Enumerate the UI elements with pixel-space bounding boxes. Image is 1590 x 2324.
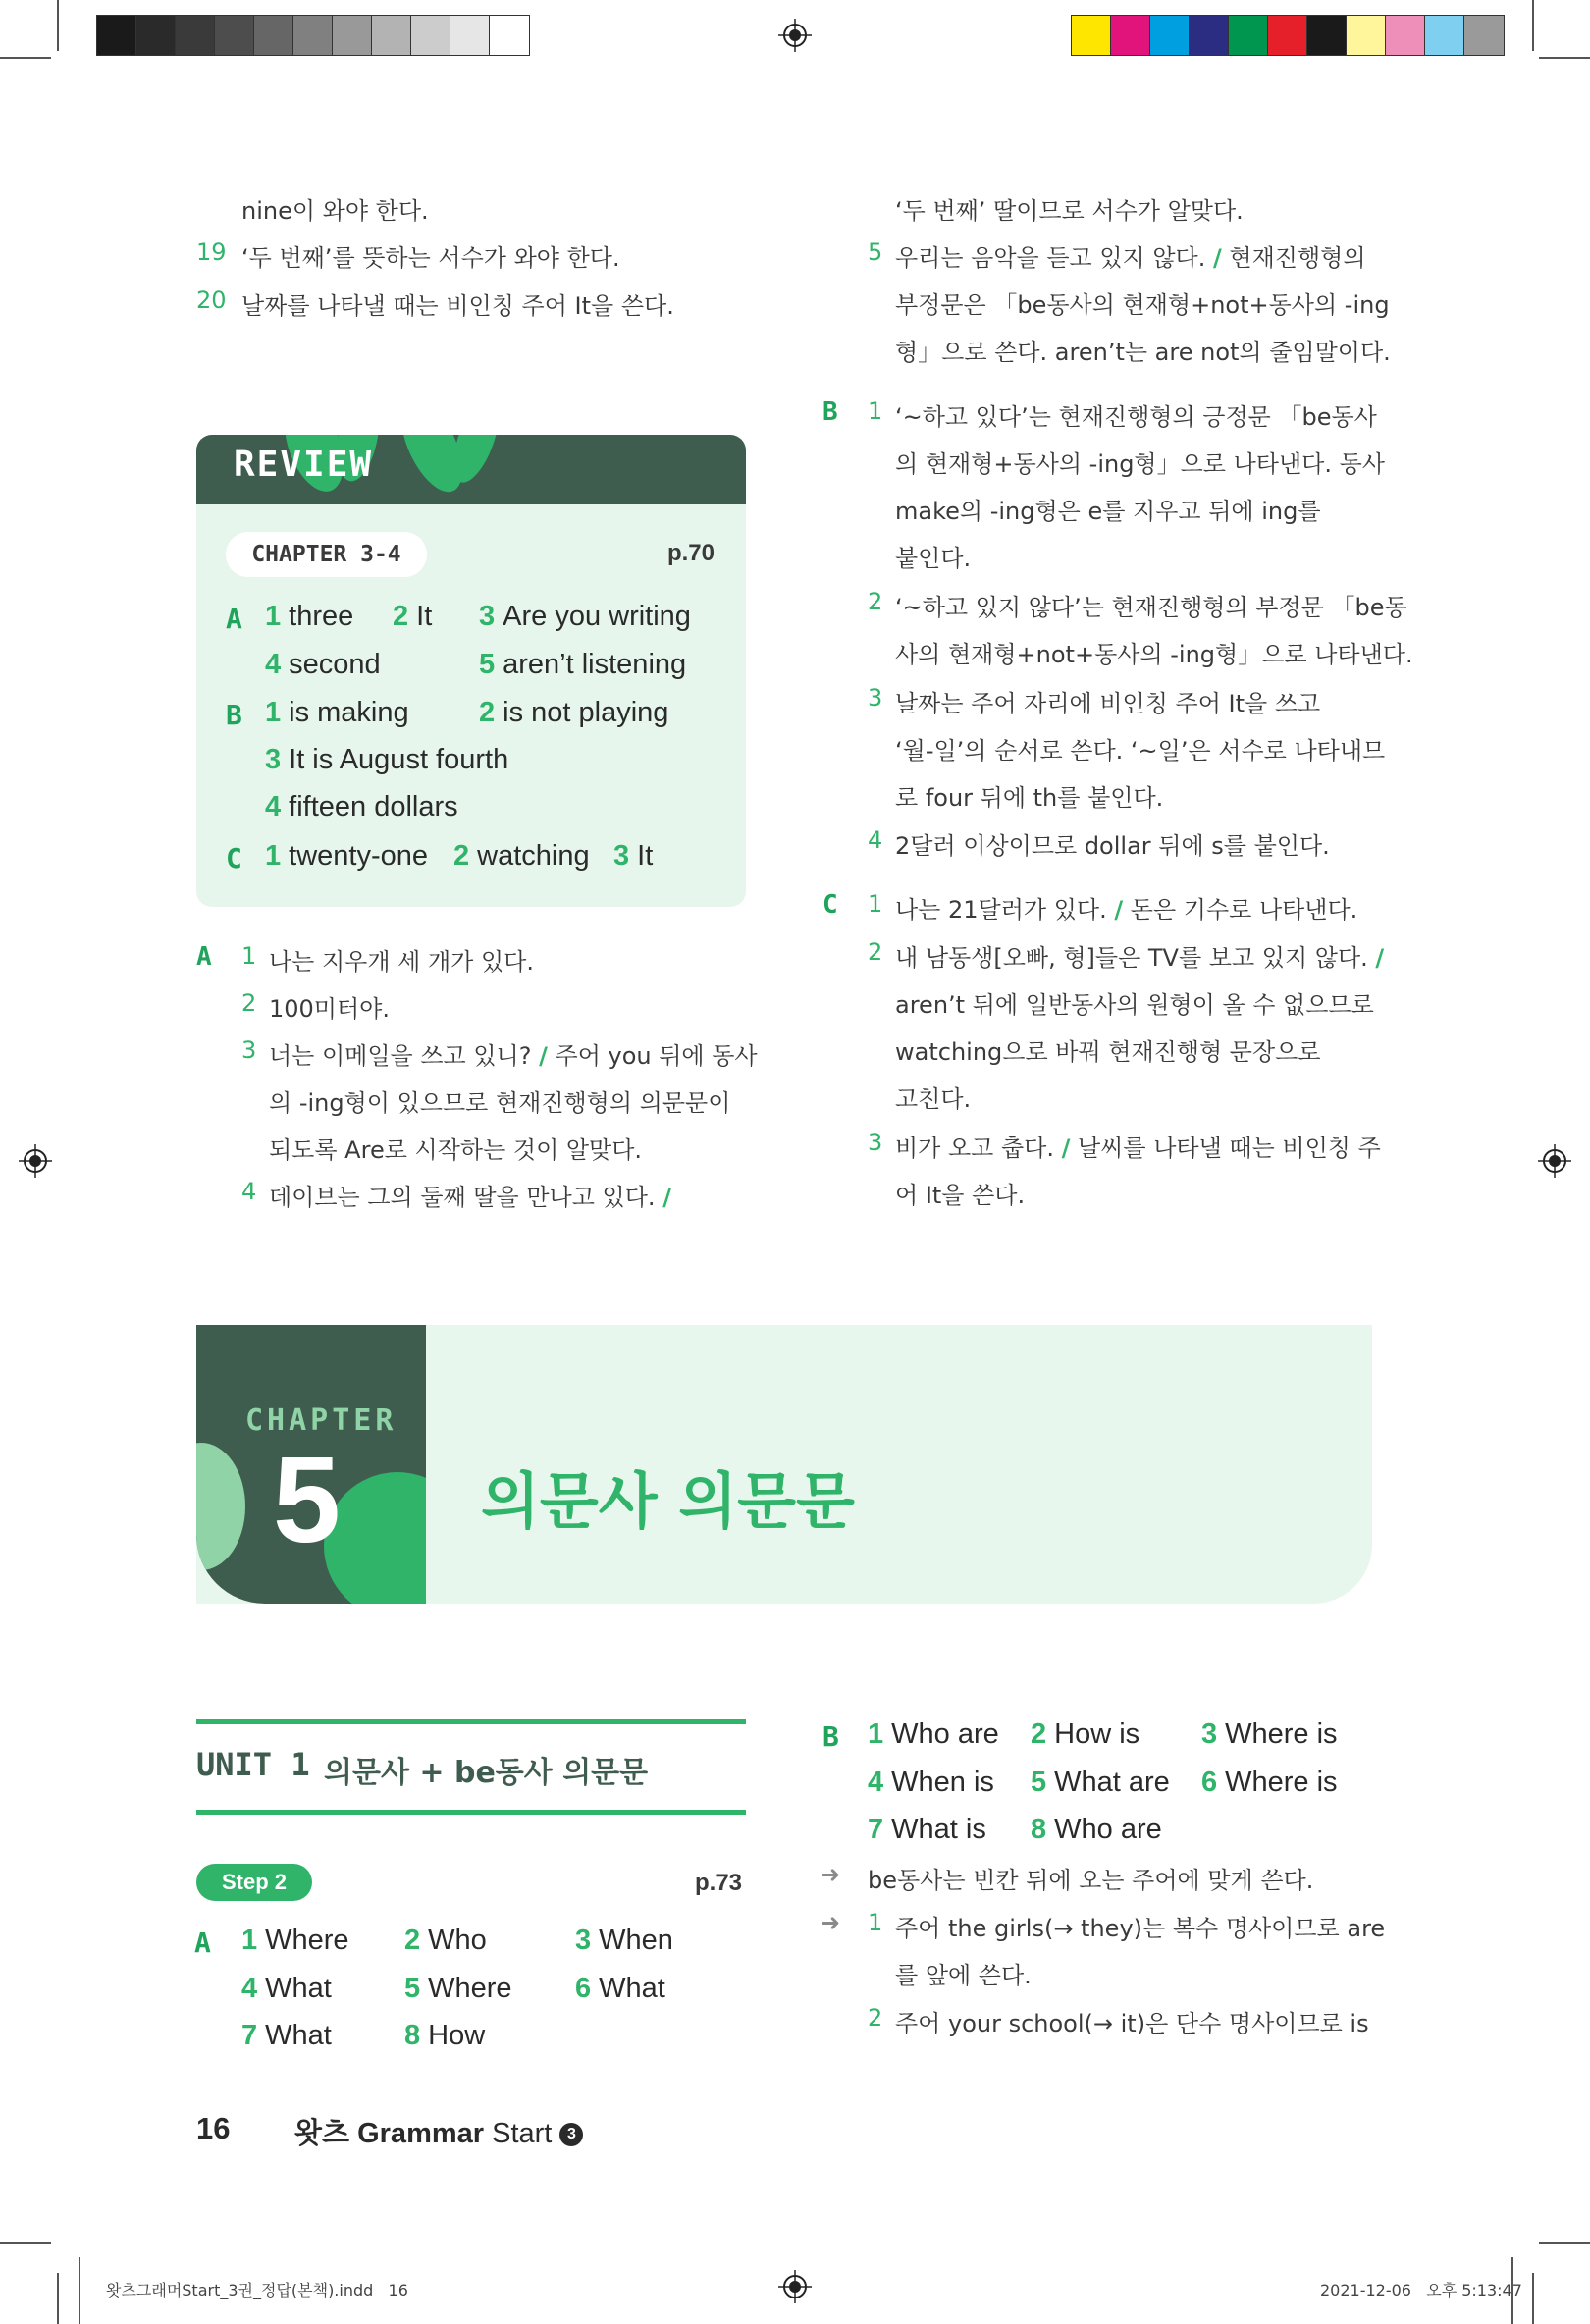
item-number: 1	[868, 397, 883, 425]
color-swatch	[1150, 16, 1190, 55]
explanation-line: 고친다.	[895, 1085, 972, 1113]
unit-answer: 8 Who are	[1031, 1814, 1162, 1845]
review-answer: 2 watching	[453, 840, 590, 872]
item-number: 1	[868, 890, 883, 918]
unit-divider-bottom	[196, 1810, 746, 1815]
page-number: 16	[196, 2111, 231, 2145]
color-swatch	[450, 16, 490, 55]
explanation-line: 비가 오고 춥다. / 날씨를 나타낼 때는 비인칭 주	[895, 1135, 1381, 1162]
explanation-line: ‘월-일’의 순서로 쓴다. ‘~일’은 서수로 나타내므	[895, 737, 1386, 765]
section-label-c: C	[226, 842, 242, 874]
unit-answer: 3 When	[575, 1925, 673, 1956]
explanation-line: 를 앞에 쓴다.	[895, 1962, 1032, 1989]
color-swatch	[1347, 16, 1386, 55]
unit-answer: 7 What is	[868, 1814, 986, 1845]
review-title: REVIEW	[234, 445, 374, 485]
item-number: 2	[868, 588, 883, 615]
review-answer: 3 It is August fourth	[265, 744, 509, 775]
explanation-line: 의 현재형+동사의 -ing형」으로 나타낸다. 동사	[895, 450, 1385, 478]
section-label-c: C	[822, 890, 838, 920]
volume-badge: 3	[559, 2123, 583, 2146]
color-swatch	[1425, 16, 1464, 55]
review-answer: 1 is making	[265, 697, 409, 728]
color-swatch	[254, 16, 293, 55]
review-page-ref: p.70	[666, 540, 715, 566]
unit-page-ref: p.73	[695, 1870, 743, 1896]
explanation-line: 100미터야.	[269, 995, 390, 1023]
color-swatch	[1190, 16, 1229, 55]
explanation-line: 날짜를 나타낼 때는 비인칭 주어 It을 쓴다.	[241, 292, 674, 320]
section-label-a: A	[194, 1927, 211, 1959]
explanation-line: ‘~하고 있지 않다’는 현재진행형의 부정문 「be동	[895, 594, 1407, 621]
arrow-icon: ➜	[821, 1909, 841, 1936]
unit-answer: 6 Where is	[1201, 1767, 1338, 1798]
unit-answer: 1 Who are	[868, 1718, 999, 1750]
item-number: 20	[196, 287, 227, 314]
unit-answer: 4 What	[241, 1973, 332, 2004]
explanation-line: 2달러 이상이므로 dollar 뒤에 s를 붙인다.	[895, 832, 1330, 860]
right-column-explanations	[822, 191, 1413, 1212]
item-number: 4	[241, 1178, 257, 1205]
registration-mark-icon	[19, 1144, 52, 1178]
review-answer: 2 is not playing	[479, 697, 669, 728]
explanation-line: make의 -ing형은 e를 지우고 뒤에 ing를	[895, 498, 1321, 525]
color-swatch	[1111, 16, 1150, 55]
explanation-line: nine이 와야 한다.	[241, 197, 429, 225]
explanation-line: 나는 지우개 세 개가 있다.	[269, 948, 534, 976]
color-swatch	[333, 16, 372, 55]
color-swatch	[215, 16, 254, 55]
review-answer: 1 twenty-one	[265, 840, 428, 872]
review-answer: 3 It	[613, 840, 654, 872]
item-number: 1	[868, 1909, 883, 1936]
item-number: 2	[241, 989, 257, 1017]
unit-answer: 6 What	[575, 1973, 665, 2004]
section-label-a: A	[226, 603, 242, 635]
explanation-line: 로 four 뒤에 th를 붙인다.	[895, 784, 1164, 812]
item-number: 5	[868, 238, 883, 266]
color-swatch	[176, 16, 215, 55]
color-swatch	[1268, 16, 1307, 55]
file-info: 왓츠그래머Start_3권_정답(본책).indd 16	[106, 2281, 408, 2299]
unit-answer: 4 When is	[868, 1767, 994, 1798]
section-label-b: B	[822, 397, 838, 427]
color-swatch	[1386, 16, 1425, 55]
section-label-b: B	[226, 699, 242, 731]
review-answer: 2 It	[393, 601, 433, 632]
left-top-explanations	[196, 191, 746, 329]
explanation-line: 날짜는 주어 자리에 비인칭 주어 It을 쓰고	[895, 690, 1321, 717]
item-number: 3	[868, 1129, 883, 1156]
review-answer: 1 three	[265, 601, 354, 632]
explanation-line: 부정문은 「be동사의 현재형+not+동사의 -ing	[895, 291, 1390, 319]
unit-title: 의문사 + be동사 의문문	[324, 1756, 649, 1790]
explanation-line: 어 It을 쓴다.	[895, 1182, 1026, 1209]
chapter-number: 5	[273, 1433, 341, 1568]
unit-label: UNIT 1	[196, 1746, 310, 1783]
section-label-a: A	[196, 942, 212, 972]
explanation-line: 데이브는 그의 둘째 딸을 만나고 있다. /	[269, 1184, 671, 1211]
color-swatch	[372, 16, 411, 55]
explanation-line: aren’t 뒤에 일반동사의 원형이 올 수 없으므로	[895, 991, 1374, 1019]
unit-answer: 5 What are	[1031, 1767, 1170, 1798]
explanation-line: ‘~하고 있다’는 현재진행형의 긍정문 「be동사	[895, 403, 1377, 431]
unit-answer: 3 Where is	[1201, 1718, 1338, 1750]
item-number: 3	[241, 1036, 257, 1064]
review-answer: 4 second	[265, 649, 381, 680]
chapter-title: 의문사 의문문	[481, 1465, 855, 1537]
explanation-line: 주어 the girls(→ they)는 복수 명사이므로 are	[895, 1915, 1386, 1942]
explanation-line: 되도록 Are로 시작하는 것이 알맞다.	[269, 1136, 643, 1164]
review-answer: 3 Are you writing	[479, 601, 691, 632]
unit-answer: 8 How	[404, 2020, 486, 2051]
unit-answer: 2 Who	[404, 1925, 487, 1956]
unit-answer: 7 What	[241, 2020, 332, 2051]
color-swatch	[490, 16, 529, 55]
item-number: 19	[196, 238, 227, 266]
gray-color-bar	[96, 15, 530, 56]
step-badge: Step 2	[196, 1864, 312, 1901]
print-timestamp: 2021-12-06 오후 5:13:47	[1320, 2281, 1522, 2299]
explanation-line: watching으로 바꿔 현재진행형 문장으로	[895, 1038, 1321, 1066]
review-answer: 5 aren’t listening	[479, 649, 687, 680]
item-number: 3	[868, 684, 883, 712]
explanation-line: 주어 your school(→ it)은 단수 명사이므로 is	[895, 2010, 1369, 2037]
unit-answer: 5 Where	[404, 1973, 512, 2004]
explanation-line: ‘두 번째’ 딸이므로 서수가 알맞다.	[895, 197, 1244, 225]
item-number: 2	[868, 938, 883, 966]
color-swatch	[1464, 16, 1504, 55]
process-color-bar	[1071, 15, 1505, 56]
chapter-word: CHAPTER	[245, 1403, 398, 1438]
explanation-line: 사의 현재형+not+동사의 -ing형」으로 나타낸다.	[895, 641, 1413, 668]
unit-divider-top	[196, 1719, 746, 1724]
color-swatch	[97, 16, 136, 55]
registration-mark-icon	[778, 19, 812, 52]
section-label-b: B	[822, 1720, 839, 1753]
color-swatch	[293, 16, 333, 55]
explanation-line: 내 남동생[오빠, 형]들은 TV를 보고 있지 않다. /	[895, 944, 1385, 972]
chapter-chip: CHAPTER 3-4	[226, 532, 427, 577]
item-number: 4	[868, 826, 883, 854]
explanation-line: 우리는 음악을 듣고 있지 않다. / 현재진행형의	[895, 244, 1366, 272]
color-swatch	[1307, 16, 1347, 55]
explanation-line: be동사는 빈칸 뒤에 오는 주어에 맞게 쓴다.	[868, 1867, 1314, 1894]
color-swatch	[136, 16, 176, 55]
explanation-line: 나는 21달러가 있다. / 돈은 기수로 나타낸다.	[895, 896, 1358, 924]
item-number: 1	[241, 942, 257, 970]
explanation-line: 붙인다.	[895, 545, 972, 572]
unit-answer: 2 How is	[1031, 1718, 1140, 1750]
registration-mark-icon	[778, 2270, 812, 2303]
explanation-line: ‘두 번째’를 뜻하는 서수가 와야 한다.	[241, 244, 620, 272]
color-swatch	[411, 16, 450, 55]
explanation-line: 의 -ing형이 있으므로 현재진행형의 의문문이	[269, 1089, 731, 1117]
review-explanations-a	[196, 942, 756, 1217]
review-answer: 4 fifteen dollars	[265, 791, 458, 822]
unit-answer: 1 Where	[241, 1925, 349, 1956]
chapter-number-panel	[196, 1325, 426, 1604]
explanation-line: 형」으로 쓴다. aren’t는 are not의 줄임말이다.	[895, 339, 1391, 366]
review-header	[196, 435, 746, 504]
color-swatch	[1229, 16, 1268, 55]
explanation-line: 너는 이메일을 쓰고 있니? / 주어 you 뒤에 동사	[269, 1042, 758, 1070]
arrow-icon: ➜	[821, 1861, 841, 1888]
item-number: 2	[868, 2004, 883, 2032]
book-title: 왓츠 Grammar Start 3	[294, 2111, 583, 2151]
registration-mark-icon	[1538, 1144, 1571, 1178]
color-swatch	[1072, 16, 1111, 55]
